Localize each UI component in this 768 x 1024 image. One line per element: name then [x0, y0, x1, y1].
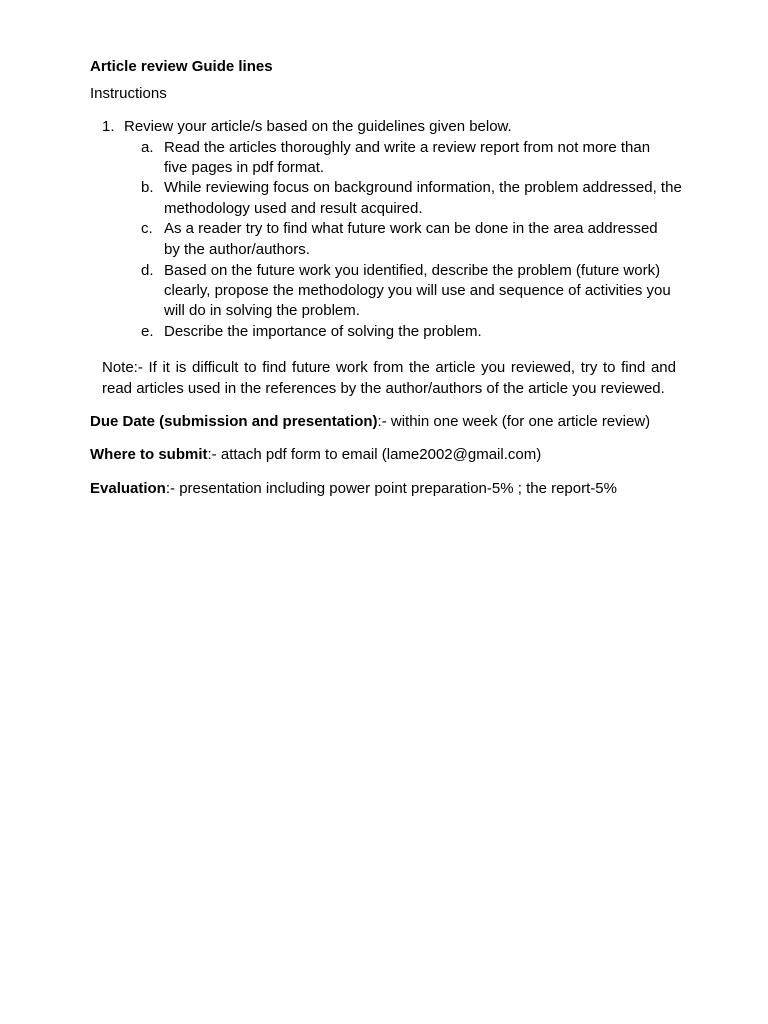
due-date-row	[90, 412, 650, 432]
sub-item-marker-a: a.	[141, 139, 154, 156]
sub-item-marker-e: e.	[141, 323, 154, 340]
sub-item-marker-b: b.	[141, 179, 154, 196]
evaluation-label: Evaluation	[90, 480, 166, 497]
sub-item-a-line-1: Read the articles thoroughly and write a review report from not more than	[164, 139, 651, 156]
sub-item-a-line-2: five pages in pdf format.	[164, 159, 325, 176]
where-to-submit-value: :- attach pdf form to email (lame2002@gmail.com)	[207, 446, 542, 463]
evaluation-value: :- presentation including power point preparation-5% ; the report-5%	[165, 480, 617, 497]
evaluation-row	[90, 479, 617, 499]
sub-item-e-line-1: Describe the importance of solving the problem.	[164, 323, 482, 340]
sub-item-d-line-2: clearly, propose the methodology you will use and sequence of activities you	[164, 282, 671, 299]
sub-item-b-line-1: While reviewing focus on background information, the problem addressed, the	[164, 179, 682, 196]
sub-item-d-line-1: Based on the future work you identified, describe the problem (future work)	[164, 262, 661, 279]
sub-item-marker-c: c.	[141, 220, 153, 237]
due-date-label: Due Date (submission and presentation)	[90, 413, 378, 430]
list-item-1-text: Review your article/s based on the guidelines given below.	[124, 118, 512, 135]
document-title: Article review Guide lines	[90, 58, 273, 75]
list-item-marker-1: 1.	[102, 118, 115, 135]
sub-item-b-line-2: methodology used and result acquired.	[164, 200, 423, 217]
where-to-submit-row	[90, 445, 541, 465]
sub-item-c-line-2: by the author/authors.	[164, 241, 310, 258]
sub-item-marker-d: d.	[141, 262, 154, 279]
due-date-value: :- within one week (for one article review)	[377, 413, 651, 430]
sub-item-d-line-3: will do in solving the problem.	[164, 302, 360, 319]
instructions-label: Instructions	[90, 85, 167, 102]
note-line-1: Note:- If it is difficult to find future work from the article you reviewed, try to find and	[102, 359, 676, 376]
where-to-submit-label: Where to submit	[90, 446, 208, 463]
note-line-2: read articles used in the references by the author/authors of the article you reviewed.	[102, 380, 665, 397]
sub-item-c-line-1: As a reader try to find what future work can be done in the area addressed	[164, 220, 658, 237]
